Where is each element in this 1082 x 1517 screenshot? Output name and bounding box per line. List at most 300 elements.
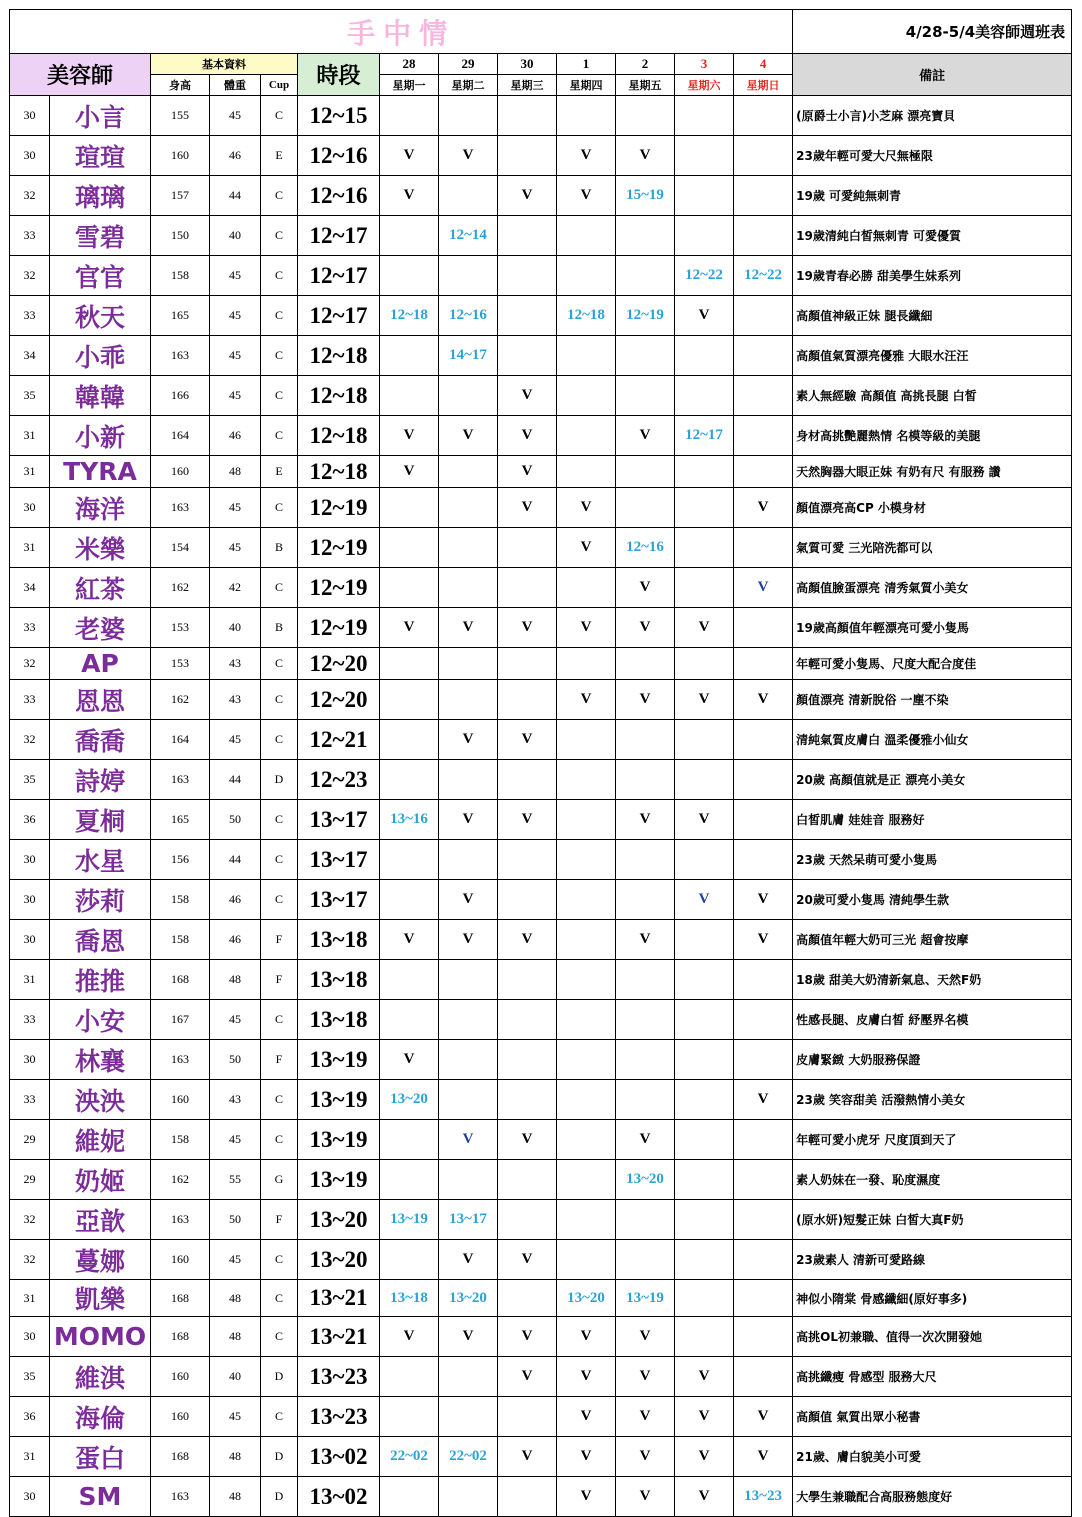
age-cell: 32 — [10, 1240, 50, 1280]
day-cell — [734, 416, 793, 456]
day-cell: V — [498, 1357, 557, 1397]
header-date: 1 — [557, 54, 616, 75]
day-cell — [616, 1000, 675, 1040]
day-cell — [439, 648, 498, 680]
age-cell: 30 — [10, 1477, 50, 1517]
weight-cell: 46 — [210, 136, 261, 176]
day-cell: 22~02 — [380, 1437, 439, 1477]
day-cell — [675, 648, 734, 680]
day-cell: 13~20 — [616, 1160, 675, 1200]
day-cell — [439, 488, 498, 528]
day-cell — [498, 960, 557, 1000]
cup-cell: C — [261, 336, 298, 376]
cup-cell: B — [261, 528, 298, 568]
day-cell — [439, 256, 498, 296]
day-cell — [675, 1317, 734, 1357]
day-cell — [734, 648, 793, 680]
beautician-name: AP — [50, 648, 151, 680]
age-cell: 30 — [10, 840, 50, 880]
table-row — [10, 488, 1072, 528]
day-cell — [498, 528, 557, 568]
day-cell — [616, 376, 675, 416]
weight-cell: 48 — [210, 960, 261, 1000]
weight-cell: 48 — [210, 456, 261, 488]
day-cell — [557, 1200, 616, 1240]
beautician-name: 水星 — [50, 840, 151, 880]
note-cell: 19歲 可愛純無刺青 — [793, 176, 1072, 216]
note-cell: 高挑纖瘦 骨感型 服務大尺 — [793, 1357, 1072, 1397]
day-cell: 13~17 — [439, 1200, 498, 1240]
beautician-name: 詩婷 — [50, 760, 151, 800]
table-row — [10, 528, 1072, 568]
weight-cell: 45 — [210, 488, 261, 528]
day-cell — [498, 296, 557, 336]
beautician-name: 璃璃 — [50, 176, 151, 216]
day-cell — [675, 376, 734, 416]
cup-cell: C — [261, 1000, 298, 1040]
cup-cell: C — [261, 296, 298, 336]
day-cell — [734, 1120, 793, 1160]
age-cell: 33 — [10, 1000, 50, 1040]
cup-cell: B — [261, 608, 298, 648]
day-cell — [616, 960, 675, 1000]
day-cell: V — [734, 880, 793, 920]
table-row — [10, 1280, 1072, 1317]
day-cell — [380, 1397, 439, 1437]
height-cell: 163 — [151, 1200, 210, 1240]
day-cell — [734, 296, 793, 336]
day-cell — [616, 1040, 675, 1080]
day-cell — [439, 1397, 498, 1437]
beautician-name: TYRA — [50, 456, 151, 488]
table-row — [10, 720, 1072, 760]
weight-cell: 45 — [210, 1120, 261, 1160]
day-cell — [675, 176, 734, 216]
time-slot-cell: 12~20 — [298, 648, 380, 680]
weight-cell: 45 — [210, 376, 261, 416]
day-cell — [498, 216, 557, 256]
height-cell: 162 — [151, 1160, 210, 1200]
day-cell — [734, 336, 793, 376]
time-slot-cell: 12~16 — [298, 136, 380, 176]
note-cell: 神似小隋棠 骨感纖細(原好事多) — [793, 1280, 1072, 1317]
table-row — [10, 456, 1072, 488]
day-cell — [380, 488, 439, 528]
time-slot-cell: 13~02 — [298, 1477, 380, 1517]
table-row — [10, 376, 1072, 416]
day-cell — [557, 256, 616, 296]
height-cell: 168 — [151, 960, 210, 1000]
header-day: 星期二 — [439, 75, 498, 96]
beautician-name: 海倫 — [50, 1397, 151, 1437]
time-slot-cell: 12~17 — [298, 256, 380, 296]
weight-cell: 50 — [210, 800, 261, 840]
day-cell — [675, 760, 734, 800]
day-cell — [734, 840, 793, 880]
note-cell: 白皙肌膚 娃娃音 服務好 — [793, 800, 1072, 840]
day-cell: V — [616, 568, 675, 608]
day-cell: V — [675, 1357, 734, 1397]
age-cell: 33 — [10, 608, 50, 648]
beautician-name: 官官 — [50, 256, 151, 296]
day-cell — [498, 1160, 557, 1200]
day-cell: V — [557, 528, 616, 568]
title-cell — [10, 10, 793, 54]
cup-cell: F — [261, 960, 298, 1000]
day-cell: V — [557, 608, 616, 648]
height-cell: 167 — [151, 1000, 210, 1040]
beautician-name: 喬恩 — [50, 920, 151, 960]
height-cell: 162 — [151, 680, 210, 720]
day-cell: 12~19 — [616, 296, 675, 336]
day-cell — [675, 840, 734, 880]
day-cell — [616, 720, 675, 760]
day-cell: 13~20 — [439, 1280, 498, 1317]
time-slot-cell: 12~16 — [298, 176, 380, 216]
day-cell: 13~19 — [380, 1200, 439, 1240]
age-cell: 30 — [10, 136, 50, 176]
day-cell: V — [439, 1317, 498, 1357]
cup-cell: C — [261, 256, 298, 296]
day-cell: V — [439, 416, 498, 456]
day-cell — [498, 840, 557, 880]
table-row — [10, 416, 1072, 456]
day-cell — [380, 1477, 439, 1517]
cup-cell: C — [261, 1080, 298, 1120]
day-cell: V — [439, 608, 498, 648]
day-cell: 15~19 — [616, 176, 675, 216]
day-cell — [734, 1200, 793, 1240]
day-cell — [734, 1240, 793, 1280]
beautician-name: 奶姬 — [50, 1160, 151, 1200]
day-cell: V — [557, 1357, 616, 1397]
note-cell: 19歲清純白皙無刺青 可愛優質 — [793, 216, 1072, 256]
day-cell — [498, 1477, 557, 1517]
weight-cell: 43 — [210, 648, 261, 680]
weight-cell: 45 — [210, 1240, 261, 1280]
header-weight: 體重 — [210, 75, 261, 96]
day-cell — [498, 1040, 557, 1080]
note-cell: 20歲可愛小隻馬 清純學生款 — [793, 880, 1072, 920]
day-cell: V — [439, 1120, 498, 1160]
day-cell — [616, 880, 675, 920]
day-cell: 12~16 — [439, 296, 498, 336]
note-cell: 顏值漂亮 清新脫俗 一塵不染 — [793, 680, 1072, 720]
height-cell: 163 — [151, 1477, 210, 1517]
weight-cell: 45 — [210, 296, 261, 336]
cup-cell: C — [261, 176, 298, 216]
weight-cell: 43 — [210, 1080, 261, 1120]
note-cell: 天然胸器大眼正妹 有奶有尺 有服務 讚 — [793, 456, 1072, 488]
day-cell — [439, 840, 498, 880]
day-cell: V — [380, 920, 439, 960]
day-cell — [380, 1240, 439, 1280]
day-cell — [734, 1160, 793, 1200]
cup-cell: C — [261, 1317, 298, 1357]
day-cell — [734, 528, 793, 568]
day-cell — [616, 648, 675, 680]
day-cell — [675, 1160, 734, 1200]
beautician-name: 莎莉 — [50, 880, 151, 920]
day-cell: V — [498, 176, 557, 216]
beautician-name: 推推 — [50, 960, 151, 1000]
age-cell: 36 — [10, 1397, 50, 1437]
day-cell — [675, 1120, 734, 1160]
age-cell: 32 — [10, 648, 50, 680]
day-cell — [675, 1280, 734, 1317]
day-cell — [734, 800, 793, 840]
age-cell: 31 — [10, 960, 50, 1000]
time-slot-cell: 12~18 — [298, 336, 380, 376]
day-cell — [439, 1000, 498, 1040]
note-cell: 19歲青春必勝 甜美學生妹系列 — [793, 256, 1072, 296]
note-cell: (原水妍)短髮正妹 白皙大真F奶 — [793, 1200, 1072, 1240]
age-cell: 33 — [10, 680, 50, 720]
weight-cell: 48 — [210, 1280, 261, 1317]
day-cell — [557, 96, 616, 136]
weight-cell: 45 — [210, 528, 261, 568]
header-basic-info: 基本資料 — [151, 54, 298, 75]
day-cell: V — [616, 608, 675, 648]
day-cell: V — [734, 1397, 793, 1437]
note-cell: 23歲年輕可愛大尺無極限 — [793, 136, 1072, 176]
day-cell — [380, 680, 439, 720]
day-cell: V — [380, 136, 439, 176]
table-row — [10, 1160, 1072, 1200]
table-row — [10, 1080, 1072, 1120]
table-row — [10, 840, 1072, 880]
time-slot-cell: 12~19 — [298, 488, 380, 528]
height-cell: 160 — [151, 456, 210, 488]
day-cell — [557, 416, 616, 456]
day-cell — [498, 1200, 557, 1240]
table-row — [10, 1397, 1072, 1437]
day-cell: V — [498, 488, 557, 528]
note-cell: 年輕可愛小虎牙 尺度頂到天了 — [793, 1120, 1072, 1160]
day-cell — [734, 760, 793, 800]
day-cell: V — [380, 608, 439, 648]
day-cell — [380, 376, 439, 416]
height-cell: 155 — [151, 96, 210, 136]
day-cell — [675, 136, 734, 176]
table-row — [10, 1040, 1072, 1080]
day-cell — [675, 216, 734, 256]
day-cell: V — [675, 800, 734, 840]
day-cell — [675, 528, 734, 568]
beautician-name: 夏桐 — [50, 800, 151, 840]
day-cell: V — [498, 1120, 557, 1160]
age-cell: 30 — [10, 880, 50, 920]
note-cell: 顏值漂亮高CP 小模身材 — [793, 488, 1072, 528]
day-cell: V — [439, 136, 498, 176]
weight-cell: 46 — [210, 920, 261, 960]
time-slot-cell: 12~19 — [298, 608, 380, 648]
day-cell — [557, 1240, 616, 1280]
day-cell — [557, 456, 616, 488]
cup-cell: C — [261, 720, 298, 760]
day-cell — [380, 880, 439, 920]
day-cell — [675, 568, 734, 608]
day-cell — [734, 456, 793, 488]
day-cell — [380, 720, 439, 760]
day-cell: V — [498, 416, 557, 456]
time-slot-cell: 13~18 — [298, 960, 380, 1000]
beautician-name: 恩恩 — [50, 680, 151, 720]
day-cell — [380, 216, 439, 256]
header-date: 29 — [439, 54, 498, 75]
day-cell: V — [675, 1477, 734, 1517]
age-cell: 32 — [10, 1200, 50, 1240]
cup-cell: C — [261, 216, 298, 256]
note-cell: 高顏值氣質漂亮優雅 大眼水汪汪 — [793, 336, 1072, 376]
day-cell — [498, 680, 557, 720]
time-slot-cell: 13~02 — [298, 1437, 380, 1477]
day-cell — [557, 960, 616, 1000]
table-row — [10, 1477, 1072, 1517]
age-cell: 31 — [10, 528, 50, 568]
week-label: 4/28-5/4美容師週班表 — [793, 10, 1072, 54]
time-slot-cell: 13~17 — [298, 840, 380, 880]
height-cell: 160 — [151, 1397, 210, 1437]
note-cell: 氣質可愛 三光陪洗都可以 — [793, 528, 1072, 568]
age-cell: 31 — [10, 1280, 50, 1317]
day-cell — [675, 720, 734, 760]
day-cell: V — [380, 1040, 439, 1080]
weight-cell: 40 — [210, 216, 261, 256]
day-cell — [734, 216, 793, 256]
day-cell: V — [616, 1317, 675, 1357]
day-cell: V — [734, 1080, 793, 1120]
cup-cell: C — [261, 568, 298, 608]
height-cell: 163 — [151, 1040, 210, 1080]
table-row — [10, 296, 1072, 336]
day-cell — [380, 1120, 439, 1160]
day-cell: V — [439, 800, 498, 840]
day-cell — [498, 1280, 557, 1317]
day-cell: 12~14 — [439, 216, 498, 256]
day-cell — [557, 880, 616, 920]
note-cell: 23歲素人 清新可愛路線 — [793, 1240, 1072, 1280]
cup-cell: G — [261, 1160, 298, 1200]
height-cell: 160 — [151, 136, 210, 176]
day-cell: V — [675, 608, 734, 648]
day-cell — [557, 1000, 616, 1040]
day-cell — [439, 680, 498, 720]
height-cell: 153 — [151, 608, 210, 648]
time-slot-cell: 13~20 — [298, 1200, 380, 1240]
time-slot-cell: 12~20 — [298, 680, 380, 720]
height-cell: 164 — [151, 720, 210, 760]
day-cell — [439, 96, 498, 136]
weight-cell: 45 — [210, 720, 261, 760]
age-cell: 30 — [10, 1317, 50, 1357]
cup-cell: C — [261, 800, 298, 840]
time-slot-cell: 13~21 — [298, 1317, 380, 1357]
day-cell: V — [734, 488, 793, 528]
day-cell: 13~20 — [557, 1280, 616, 1317]
day-cell — [380, 960, 439, 1000]
table-row — [10, 216, 1072, 256]
day-cell: 12~17 — [675, 416, 734, 456]
table-row — [10, 1120, 1072, 1160]
beautician-name: 蛋白 — [50, 1437, 151, 1477]
weight-cell: 45 — [210, 256, 261, 296]
table-row — [10, 1317, 1072, 1357]
cup-cell: C — [261, 648, 298, 680]
day-cell: V — [675, 680, 734, 720]
note-cell: 年輕可愛小隻馬、尺度大配合度佳 — [793, 648, 1072, 680]
cup-cell: C — [261, 1240, 298, 1280]
note-cell: 素人奶妹在一發、恥度濕度 — [793, 1160, 1072, 1200]
note-cell: 性感長腿、皮膚白皙 紓壓界名模 — [793, 1000, 1072, 1040]
day-cell: V — [557, 1477, 616, 1517]
day-cell: V — [498, 1240, 557, 1280]
header-date: 30 — [498, 54, 557, 75]
day-cell: V — [734, 568, 793, 608]
beautician-name: 海洋 — [50, 488, 151, 528]
day-cell: V — [498, 920, 557, 960]
table-row — [10, 608, 1072, 648]
time-slot-cell: 13~18 — [298, 920, 380, 960]
weight-cell: 50 — [210, 1040, 261, 1080]
day-cell: V — [439, 880, 498, 920]
day-cell — [734, 176, 793, 216]
day-cell — [439, 1040, 498, 1080]
day-cell — [734, 720, 793, 760]
day-cell — [380, 568, 439, 608]
time-slot-cell: 12~23 — [298, 760, 380, 800]
header-day: 星期一 — [380, 75, 439, 96]
cup-cell: E — [261, 456, 298, 488]
day-cell: V — [380, 456, 439, 488]
time-slot-cell: 13~18 — [298, 1000, 380, 1040]
beautician-name: 小安 — [50, 1000, 151, 1040]
day-cell — [498, 760, 557, 800]
age-cell: 31 — [10, 416, 50, 456]
header-height: 身高 — [151, 75, 210, 96]
day-cell — [380, 1357, 439, 1397]
day-cell — [557, 336, 616, 376]
header-day: 星期三 — [498, 75, 557, 96]
table-row — [10, 960, 1072, 1000]
note-cell: 19歲高顏值年輕漂亮可愛小隻馬 — [793, 608, 1072, 648]
age-cell: 33 — [10, 296, 50, 336]
day-cell: V — [616, 1477, 675, 1517]
day-cell — [675, 960, 734, 1000]
time-slot-cell: 13~19 — [298, 1080, 380, 1120]
day-cell: V — [675, 296, 734, 336]
beautician-name: 維妮 — [50, 1120, 151, 1160]
day-cell: 12~18 — [557, 296, 616, 336]
weight-cell: 55 — [210, 1160, 261, 1200]
time-slot-cell: 13~17 — [298, 880, 380, 920]
day-cell: V — [439, 920, 498, 960]
day-cell — [380, 840, 439, 880]
day-cell — [498, 648, 557, 680]
day-cell — [675, 1240, 734, 1280]
day-cell — [675, 456, 734, 488]
cup-cell: D — [261, 760, 298, 800]
day-cell — [616, 1240, 675, 1280]
weight-cell: 45 — [210, 336, 261, 376]
weight-cell: 46 — [210, 416, 261, 456]
beautician-name: 喬喬 — [50, 720, 151, 760]
day-cell — [616, 216, 675, 256]
weight-cell: 42 — [210, 568, 261, 608]
day-cell — [734, 96, 793, 136]
table-row — [10, 176, 1072, 216]
header-time-slot: 時段 — [298, 54, 380, 96]
